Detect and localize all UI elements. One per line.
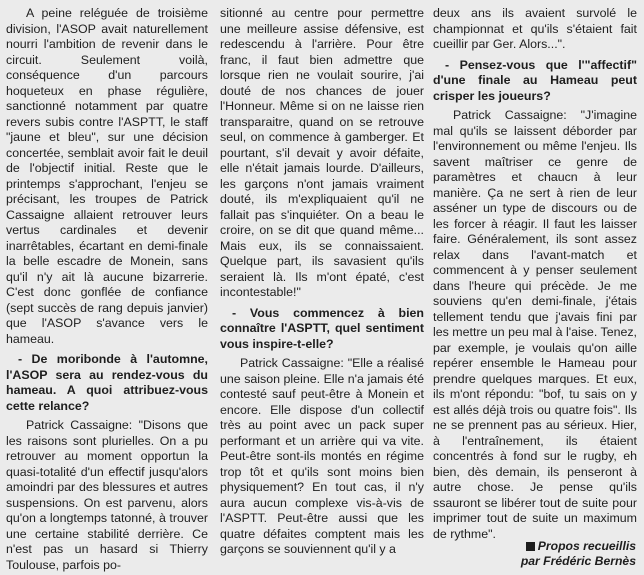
answer-2-end: deux ans ils avaient survolé le championnat et qu'ils s'étaient fait cueillir par Ger. Alors...". (433, 6, 637, 51)
question-1: - De moribonde à l'automne, l'ASOP sera au rendez-vous du hameau. A quoi attribuez-vous cette relance? (6, 352, 208, 413)
question-2: - Vous commencez à bien connaître l'ASPTT, quel sentiment vous inspire-t-elle? (220, 305, 424, 351)
answer-1-end: sitionné au centre pour permettre une meilleure assise défensive, est redescendu à l'arrière. Pour être franc, il faut bien admettre que lorsque rien ne voulait sourire, j'ai douté de nos chances de jouer l'Honneur. Même si on ne laisse rien transparaitre, quand on se retrouve seul, on commence à gamberger. Et pourtant, s'il devait y avoir défaite, elle n'était jamais lourde. D'ailleurs, les garçons n'ont jamais vraiment douté, ils m'expliquaient qu'il ne fallait pas s'inquiéter. On a beau le croire, on se dit que quand même... Mais eux, ils se connaissaient. Quelque part, ils savasient qu'ils seraient là. Ils m'ont épaté, c'est incontestable!" (220, 6, 424, 299)
square-bullet-icon (526, 542, 535, 551)
column-2 (220, 6, 424, 558)
credit-line-1 (521, 539, 636, 554)
answer-3: Patrick Cassaigne: "J'imagine mal qu'ils se laissent déborder par l'environnement ou même l'enjeu. Ils savent maîtriser ce genre de paramètres et chaucn à leur manière. Ça ne sert à rien de leur asséner un type de discours ou de les forcer à réagir. Il faut les laisser faire. Généralement, ils sont assez relax dans l'avant-match et commencent à y penser seulement dans l'heure qui précède. Je me souviens qu'en demi-finale, j'étais tellement tendu que j'avais fini par les mettre un peu mal à l'aise. Tenez, par exemple, je voulais qu'on aille repérer ensemble le Hameau pour prendre quelques marques. Et eux, ils m'ont répondu: "bof, tu sais on y est allés déjà trois ou quatre fois". Ils ne se prennent pas au sérieux. Hier, à l'entraînement, ils étaient concentrés à fond sur le rugby, eh bien, dès demain, ils penseront à autre chose. Je pense qu'ils ssauront se libérer tout de suite pour imprimer tout de suite un maximum de rythme". (433, 108, 637, 541)
credit-label: Propos recueillis (537, 539, 636, 553)
intro-paragraph: A peine reléguée de troisième division, l'ASOP avait naturellement nourri l'ambition de revenir dans le circuit. Seulement voilà, conséquence d'un parcours hoqueteux en phase régulière, sanctionné notamment par quatre revers subis contre l'ASPTT, le staff "jaune et bleu", sur une décision concertée, semblait avoir fait le deuil de l'objectif initial. Reste que le printemps s'approchant, l'enjeu se précisant, les troupes de Patrick Cassaigne allaient retrouver leurs vertus cardinales et devenir inarrêtables, écartant en demi-finale la belle escadre de Monein, sans qu'il n'y ait là aucune bizarrerie. C'est donc gonflée de confiance (sept succès de rang depuis janvier) que l'ASOP s'avance vers le hameau. (6, 6, 208, 346)
credit-line-2: par Frédéric Bernès (520, 554, 636, 568)
question-3: - Pensez-vous que l'"affectif" d'une finale au Hameau peut crisper les joueurs? (433, 57, 637, 103)
answer-1-start: Patrick Cassaigne: "Disons que les raisons sont plurielles. On a pu retrouver au moment opportun la quasi-totalité d'un effectif jusqu'alors amoindri par des blessures et autres suspensions. On est parvenu, alors qu'on a longtemps tatonné, à trouver une certaine stabilité derrière. Ce n'est pas un hasard si Thierry Toulouse, parfois po- (6, 418, 208, 572)
column-1 (6, 6, 208, 573)
answer-2-start: Patrick Cassaigne: "Elle a réalisé une saison pleine. Elle n'a jamais été contesté sauf peut-être à Monein et encore. Elle dispose d'un collectif très au point avec un pack super performant et un arrière qui va vite. Peut-être sont-ils montés en régime trop tôt et qu'ils sont moins bien physiquement? En tout cas, il n'y aura aucun complexe vis-à-vis de l'ASPTT. Peut-être aussi que les quatre défaites comptent mais les garçons se souviennent qu'il y a (220, 356, 424, 556)
author-credit (521, 539, 636, 569)
column-3 (433, 6, 637, 542)
